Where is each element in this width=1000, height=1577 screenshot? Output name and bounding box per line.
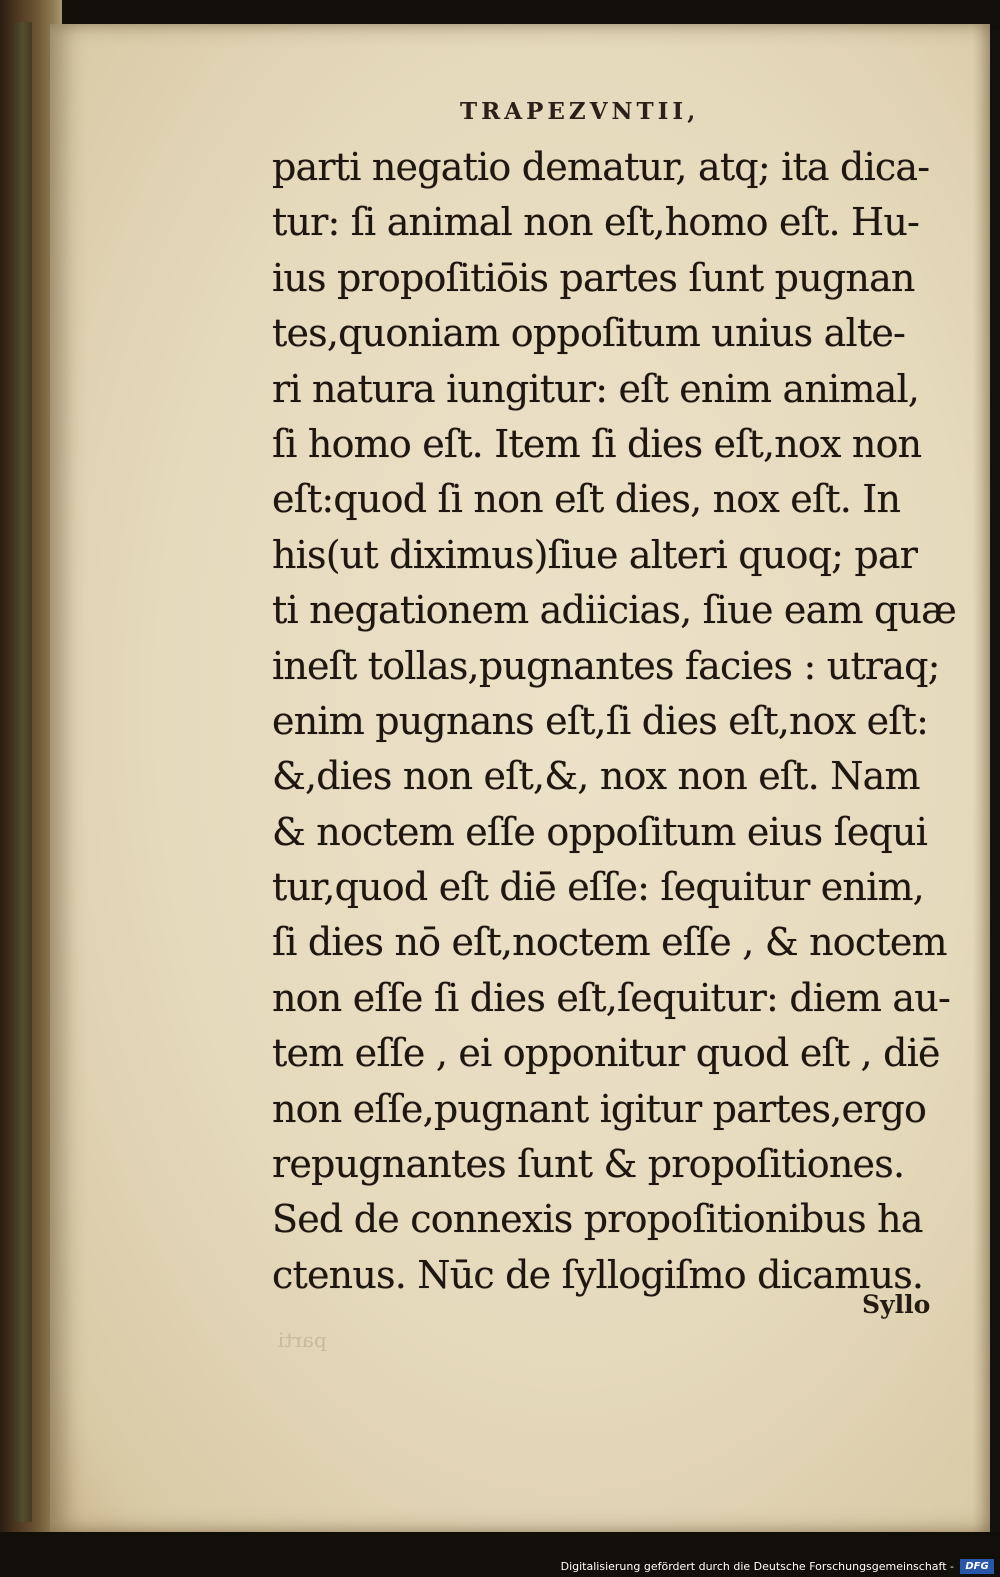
text-line: repugnantes ſunt & propoſitiones. xyxy=(272,1142,905,1187)
body-text xyxy=(272,140,957,1303)
catchword: Syllo xyxy=(862,1290,931,1319)
text-line: ctenus. Nūc de ſyllogiſmo dicamus. xyxy=(272,1252,924,1297)
text-line: his(ut diximus)ſiue alteri quoq; par xyxy=(272,532,918,577)
text-line: tes,quoniam oppoſitum unius alte- xyxy=(272,311,906,356)
text-line: ius propoſitiōis partes ſunt pugnan xyxy=(272,255,915,300)
text-line: non eſſe,pugnant igitur partes,ergo xyxy=(272,1086,927,1131)
text-line: &,dies non eſt,&, nox non eſt. Nam xyxy=(272,754,920,799)
text-line: ri natura iungitur: eſt enim animal, xyxy=(272,366,920,411)
text-line: ſi dies nō eſt,noctem eſſe , & noctem xyxy=(272,920,947,965)
text-line: Sed de connexis propoſitionibus ha xyxy=(272,1197,923,1242)
text-line: & noctem eſſe oppoſitum eius ſequi xyxy=(272,809,928,854)
text-line: ſi homo eſt. Item ſi dies eſt,nox non xyxy=(272,421,922,466)
running-head: TRAPEZVNTII, xyxy=(460,98,700,125)
text-line: ti negationem adiicias, ſiue eam quæ xyxy=(272,588,957,633)
bleed-through-text: parti xyxy=(278,1328,327,1352)
text-line: ineſt tollas,pugnantes facies : utraq; xyxy=(272,643,940,688)
text-line: tur,quod eſt diē eſſe: ſequitur enim, xyxy=(272,865,924,910)
digitization-credit: Digitalisierung gefördert durch die Deutsche Forschungsgemeinschaft - xyxy=(560,1560,954,1573)
text-line: tur: ſi animal non eſt,homo eſt. Hu- xyxy=(272,200,920,245)
page-edge xyxy=(972,24,990,1532)
text-line: enim pugnans eſt,ſi dies eſt,nox eſt: xyxy=(272,698,929,743)
text-line: non eſſe ſi dies eſt,ſequitur: diem au- xyxy=(272,975,950,1020)
binding-strip xyxy=(14,22,32,1522)
dfg-logo-icon: DFG xyxy=(960,1559,994,1574)
text-line: parti negatio dematur, atq; ita dica- xyxy=(272,145,930,189)
text-line: eſt:quod ſi non eſt dies, nox eſt. In xyxy=(272,477,901,522)
text-line: tem eſſe , ei opponitur quod eſt , diē xyxy=(272,1031,940,1076)
footer-bar xyxy=(0,1532,1000,1577)
